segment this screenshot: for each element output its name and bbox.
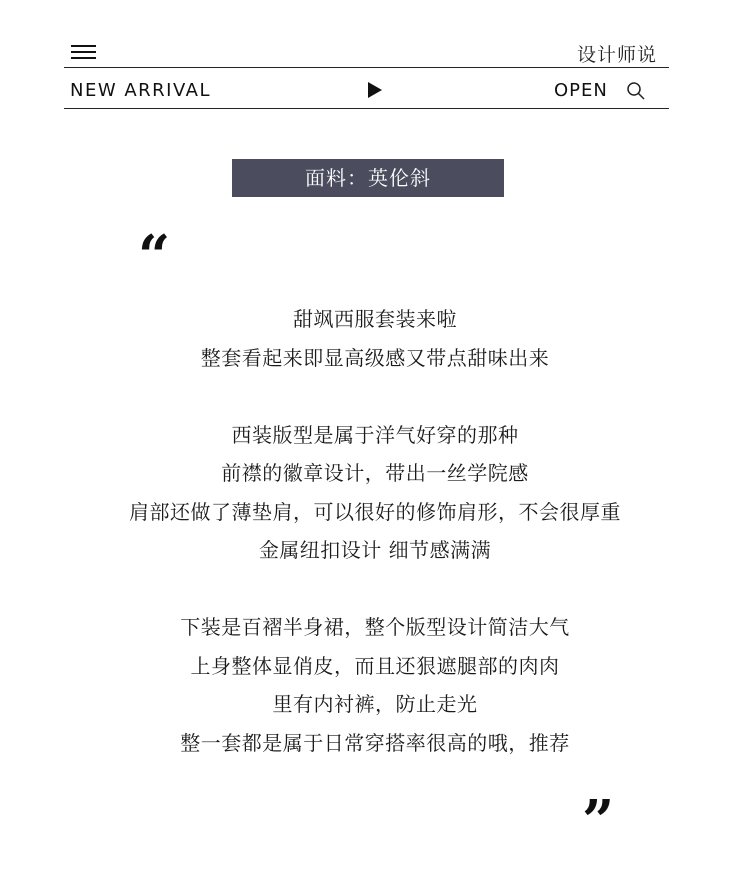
fabric-banner: 面料：英伦斜 — [232, 159, 504, 197]
description-text — [0, 300, 750, 762]
text-line: 整一套都是属于日常穿搭率很高的哦，推荐 — [180, 730, 570, 755]
text-line: 金属纽扣设计 细节感满满 — [258, 538, 492, 562]
open-link[interactable]: OPEN — [554, 80, 608, 101]
text-line: 上身整体显俏皮，而且还狠遮腿部的肉肉 — [190, 653, 560, 678]
hamburger-menu-icon[interactable] — [71, 45, 96, 59]
designer-says-title: 设计师说 — [576, 44, 657, 66]
nav-bar — [64, 69, 669, 109]
open-quote-icon: “ — [138, 223, 171, 289]
text-line: 前襟的徽章设计，带出一丝学院感 — [221, 461, 529, 485]
text-line: 整套看起来即显高级感又带点甜味出来 — [200, 345, 550, 370]
new-arrival-link[interactable]: NEW ARRIVAL — [70, 80, 211, 101]
text-line: 甜飒西服套装来啦 — [293, 307, 457, 331]
text-line: 下装是百褶半身裙，整个版型设计简洁大气 — [180, 615, 570, 639]
text-line: 里有内衬裤，防止走光 — [272, 692, 478, 716]
search-icon[interactable] — [626, 81, 646, 101]
top-header — [64, 36, 669, 68]
text-line: 西装版型是属于洋气好穿的那种 — [231, 422, 519, 447]
text-line: 肩部还做了薄垫肩，可以很好的修饰肩形，不会很厚重 — [129, 499, 621, 524]
play-icon[interactable] — [368, 82, 382, 98]
close-quote-icon: ” — [582, 788, 615, 854]
